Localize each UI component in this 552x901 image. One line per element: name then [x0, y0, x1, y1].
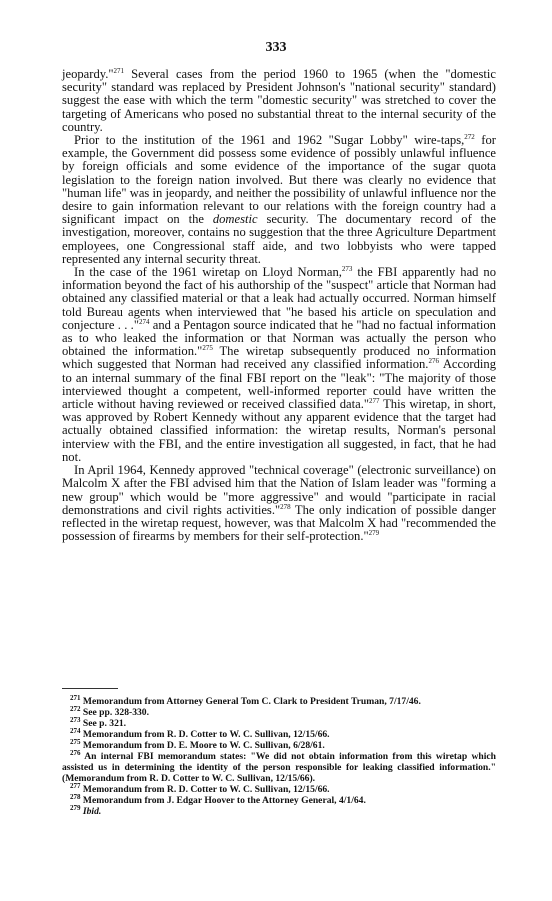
footnote-ref: 277 [369, 396, 380, 405]
emphasis-text: domestic [212, 212, 258, 227]
footnote-ref: 279 [368, 528, 380, 537]
footnote [62, 737, 496, 751]
paragraph [62, 464, 496, 543]
text-run: The only indication of possible danger reflected in the wiretap request, however, was that Malcolm X had "recommended the possession of firearms by members for their self-protection." [62, 502, 496, 544]
footnote [62, 715, 496, 729]
text-run: the FBI apparently had no information beyond the fact of his authorship of the "suspect" article that Norman had obtained any classified material or that a leak had actually occurred. Norman himself told Bureau agents when interviewed that "he based his article on speculation and conjecture . . ." [62, 265, 496, 332]
footnote-ref: 276 [428, 357, 439, 366]
text-run: This wiretap, in short, was approved by Robert Kennedy without any apparent evidence that the target had actually obtained classified information: the wiretap results, Norman's personal interview with the FBI, and the entire investigation all suggested, in fact, that he had not. [62, 397, 496, 464]
text-run: Prior to the institution of the 1961 and 1962 "Sugar Lobby" wire-taps, [74, 133, 465, 148]
footnote-ref: 275 [202, 344, 213, 353]
footnote [62, 693, 496, 707]
paragraph [62, 68, 496, 134]
paragraph [62, 134, 496, 266]
footnote [62, 803, 496, 817]
text-run: for example, the Government did possess some evidence of possibly unlawful influence by foreign officials and some evidence of the importance of the sugar quota legislation to the foreign nation involved. But there was clearly no evidence that "human life" was in jeopardy, and neither the possibility of unlawful influence nor the desire to gain information relevant to our relations with the foreign country had a significant impact on the [62, 133, 496, 227]
footnote-ref: 271 [113, 66, 125, 75]
text-run: security. The documentary record of the investigation, moreover, contains no suggestion that the three Agriculture Department employees, one Congressional staff aide, and two lobbyists who were tapped represented any internal security threat. [62, 212, 497, 266]
text-run: Memorandum from D. E. Moore to W. C. Sullivan, 6/28/61. [80, 740, 325, 751]
footnote-divider [62, 688, 118, 689]
footnote [62, 748, 496, 784]
footnote [62, 704, 496, 718]
footnote [62, 726, 496, 740]
text-run: An internal FBI memorandum states: "We did not obtain information from this wiretap which assisted us in determining the identity of the person responsible for leaking classified information." (Memorandum from R. D. Cotter to W. C. Sullivan, 12/15/66). [62, 751, 496, 784]
footnote-ref: 275 [70, 737, 81, 746]
footnote-ref: 278 [70, 792, 81, 801]
footnote-ref: 274 [70, 726, 81, 735]
text-run: Memorandum from R. D. Cotter to W. C. Sullivan, 12/15/66. [80, 729, 330, 740]
body-text [62, 68, 496, 543]
text-run: In the case of the 1961 wiretap on Lloyd Norman, [74, 265, 342, 280]
footnote-ref: 273 [341, 264, 353, 273]
text-run: According to an internal summary of the final FBI report on the "leak": "The majority of those interviewed thought a competent, well-informed reporter could have written the article without having reviewed or received classified data." [62, 357, 496, 412]
text-run: Memorandum from Attorney General Tom C. Clark to President Truman, 7/17/46. [80, 696, 421, 707]
footnote [62, 781, 496, 795]
footnote-ref: 278 [280, 502, 291, 511]
page-number: 333 [265, 40, 287, 55]
text-run: jeopardy." [62, 67, 114, 81]
footnote-ref: 279 [70, 803, 81, 812]
footnote [62, 792, 496, 806]
text-run: Memorandum from R. D. Cotter to W. C. Sullivan, 12/15/66. [80, 784, 330, 795]
text-run: and a Pentagon source indicated that he "had no factual information as to who leaked the information or that Norman was actually the person who obtained the information." [62, 317, 496, 359]
footnote-ref: 273 [70, 715, 81, 724]
text-run: In April 1964, Kennedy approved "technical coverage" (electronic surveillance) on Malcolm X after the FBI advised him that the Nation of Islam leader was "forming a new group" which would be "more aggressive" and would "participate in racial demonstrations and civil rights activities." [62, 463, 496, 517]
footnote-ref: 272 [70, 704, 81, 713]
paragraph [62, 266, 496, 464]
text-run: Several cases from the period 1960 to 1965 (when the "domestic security" standard was replaced by President Johnson's "national security" standard) suggest the ease with which the term "domestic security" was stretched to cover the targeting of Americans who posed no substantial threat to the internal security of the country. [62, 67, 496, 134]
footnote-ref: 274 [138, 317, 150, 326]
text-run: Memorandum from J. Edgar Hoover to the Attorney General, 4/1/64. [80, 795, 366, 806]
footnote-ref: 276 [70, 748, 81, 757]
text-run: The wiretap subsequently produced no information which suggested that Norman had received any classified information. [62, 344, 496, 372]
footnotes [62, 693, 496, 817]
text-run: See p. 321. [80, 718, 127, 729]
footnote-ref: 271 [70, 693, 81, 702]
emphasis-text: Ibid. [82, 806, 102, 817]
footnote-ref: 272 [464, 132, 475, 141]
text-run: See pp. 328-330. [80, 707, 149, 718]
footnote-ref: 277 [70, 781, 81, 790]
